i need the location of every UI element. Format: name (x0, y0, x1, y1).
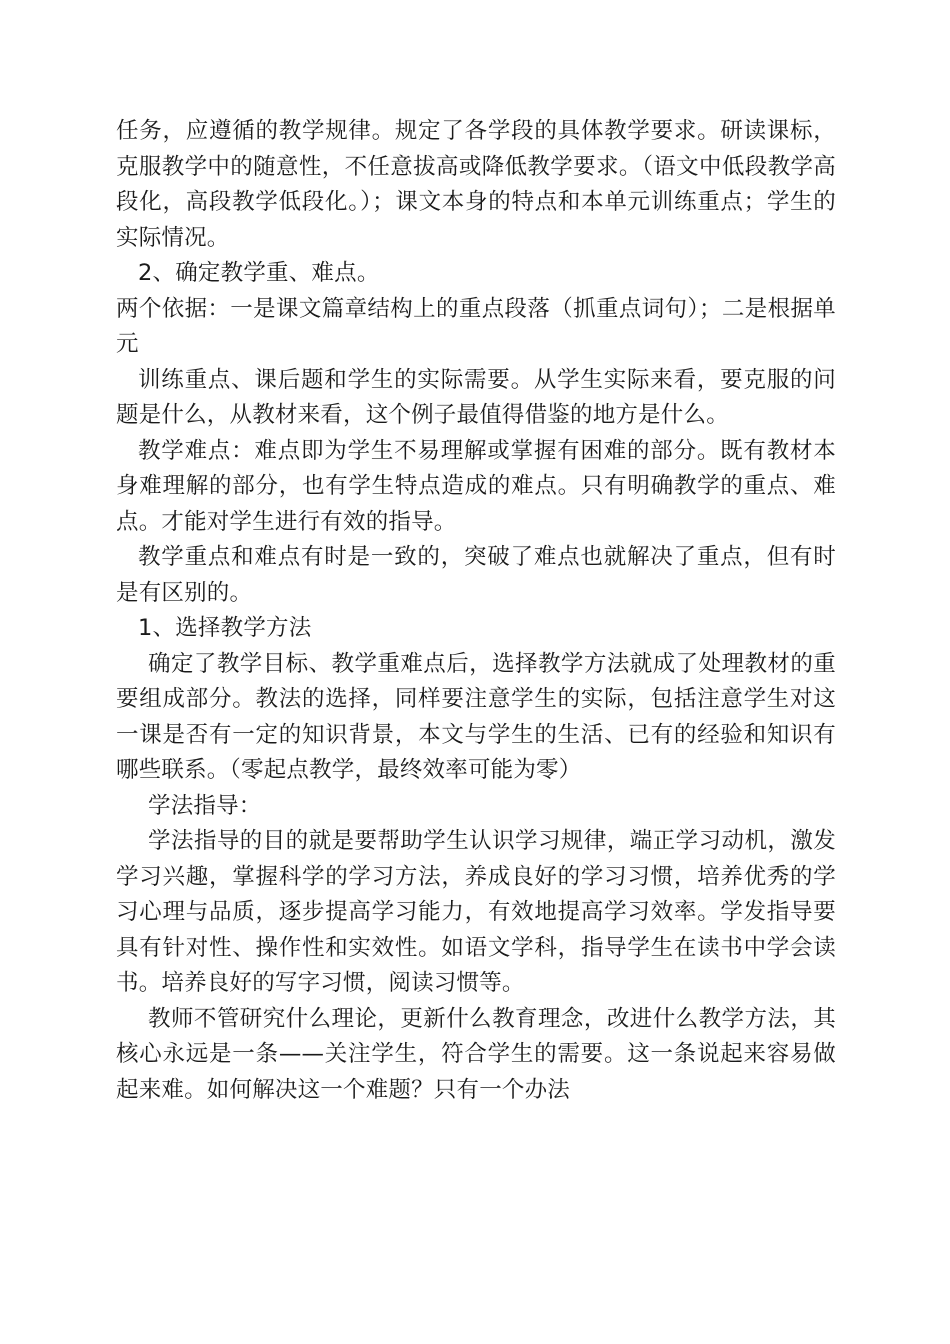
paragraph-two-bases: 两个依据：一是课文篇章结构上的重点段落（抓重点词句）；二是根据单元 (116, 295, 836, 357)
heading-teaching-method: 1、选择教学方法 (138, 615, 312, 641)
paragraph-teacher-core: 教师不管研究什么理论，更新什么教育理念，改进什么教学方法，其核心永远是一条——关注学生，符合学生的需要。这一条说起来容易做起来难。如何解决这一个难题？只有一个办法 (116, 1005, 836, 1103)
paragraph-focus-vs-difficulty: 教学重点和难点有时是一致的，突破了难点也就解决了重点，但有时是有区别的。 (116, 544, 836, 606)
document-page (116, 114, 836, 1108)
heading-key-points: 2、确定教学重、难点。 (138, 260, 380, 286)
paragraph-study-guidance: 学法指导的目的就是要帮助学生认识学习规律，端正学习动机，激发学习兴趣，掌握科学的学习方法，养成良好的学习习惯，培养优秀的学习心理与品质，逐步提高学习能力，有效地提高学习效率。学发指导要具有针对性、操作性和实效性。如语文学科，指导学生在读书中学会读书。培养良好的写字习惯，阅读习惯等。 (116, 828, 836, 996)
paragraph-difficulties: 教学难点：难点即为学生不易理解或掌握有困难的部分。既有教材本身难理解的部分，也有学生特点造成的难点。只有明确教学的重点、难点。才能对学生进行有效的指导。 (116, 437, 836, 535)
paragraph-method-choice: 确定了教学目标、教学重难点后，选择教学方法就成了处理教材的重要组成部分。教法的选择，同样要注意学生的实际，包括注意学生对这一课是否有一定的知识背景，本文与学生的生活、已有的经验和知识有哪些联系。（零起点教学，最终效率可能为零） (116, 650, 836, 783)
heading-study-guidance: 学法指导： (148, 792, 262, 819)
paragraph-training-focus: 训练重点、课后题和学生的实际需要。从学生实际来看，要克服的问题是什么，从教材来看，这个例子最值得借鉴的地方是什么。 (116, 366, 836, 428)
paragraph-curriculum: 任务，应遵循的教学规律。规定了各学段的具体教学要求。研读课标，克服教学中的随意性，不任意拔高或降低教学要求。（语文中低段教学高段化，高段教学低段化。）；课文本身的特点和本单元训练重点；学生的实际情况。 (116, 118, 836, 251)
